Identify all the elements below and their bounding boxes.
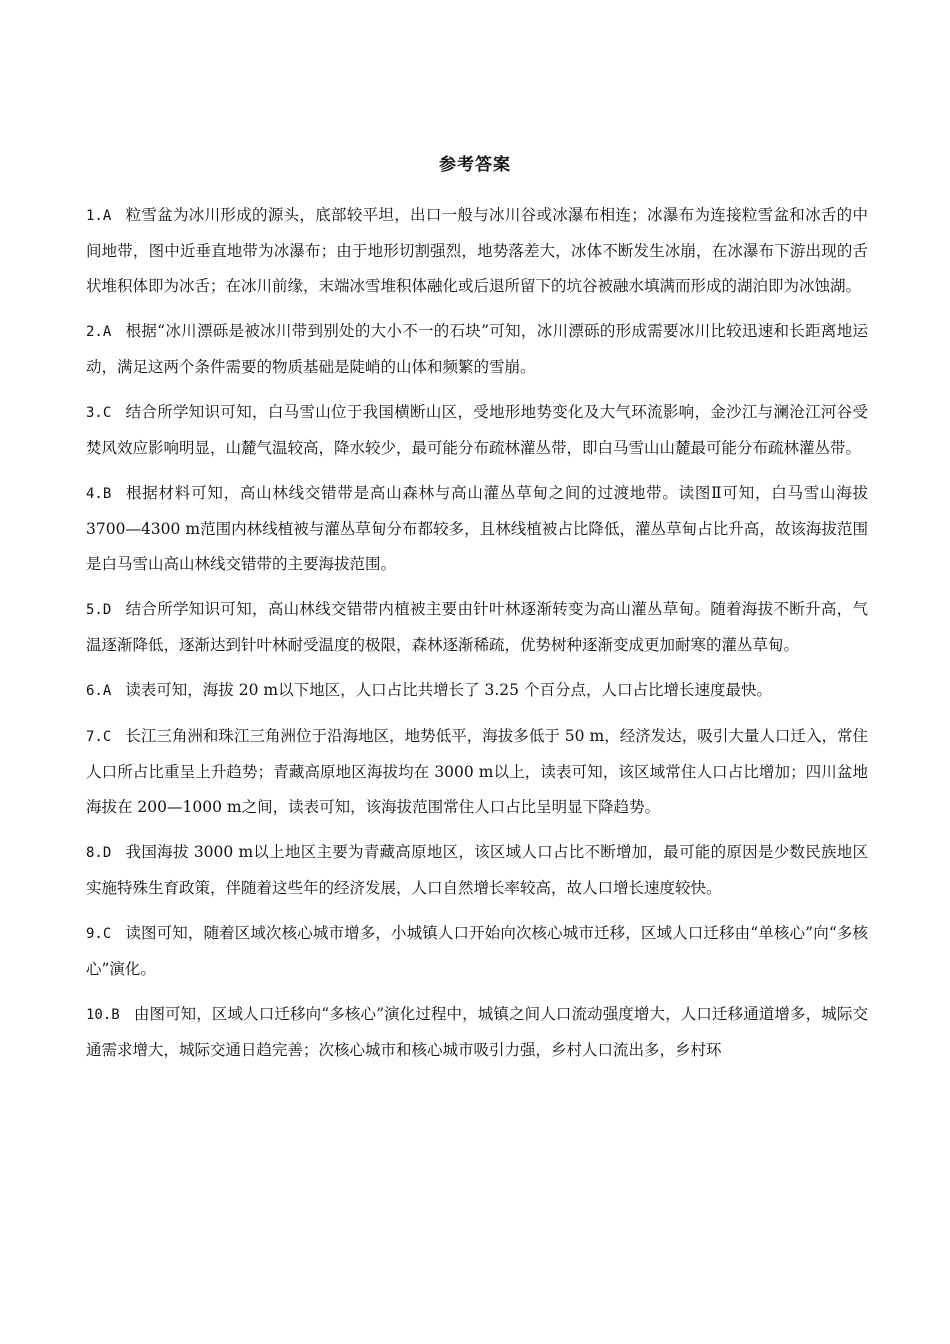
answer-number: 3. — [86, 405, 103, 421]
answer-item — [86, 673, 868, 709]
answer-number: 4. — [86, 486, 103, 502]
answer-choice: A — [102, 683, 112, 699]
answer-choice: C — [102, 926, 112, 942]
answer-choice: B — [102, 486, 112, 502]
answer-item — [86, 916, 868, 987]
answer-explanation: 读表可知，海拔 20 m以下地区，人口占比共增长了 3.25 个百分点，人口占比增长速度最快。 — [125, 681, 772, 699]
answer-item — [86, 314, 868, 385]
answer-item — [86, 719, 868, 825]
answer-explanation: 由图可知，区域人口迁移向“多核心”演化过程中，城镇之间人口流动强度增大，人口迁移通道增多，城际交通需求增大，城际交通日趋完善；次核心城市和核心城市吸引力强，乡村人口流出多，乡村环 — [86, 1005, 868, 1059]
answer-item — [86, 835, 868, 906]
answer-choice: A — [102, 208, 112, 224]
answer-explanation: 结合所学知识可知，白马雪山位于我国横断山区，受地形地势变化及大气环流影响，金沙江与澜沧江河谷受焚风效应影响明显，山麓气温较高，降水较少，最可能分布疏林灌丛带，即白马雪山山麓最可能分布疏林灌丛带。 — [86, 403, 868, 457]
answer-item — [86, 476, 868, 582]
answer-number: 5. — [86, 602, 103, 618]
answer-list — [86, 198, 868, 1078]
answer-explanation: 长江三角洲和珠江三角洲位于沿海地区，地势低平，海拔多低于 50 m，经济发达，吸引大量人口迁入，常住人口所占比重呈上升趋势；青藏高原地区海拔均在 3000 m以上，读表可知，该区域常住人口占比增加；四川盆地海拔在 200—1000 m之间，读表可知，该海拔范围常住人口占比呈明显下降趋势。 — [86, 727, 868, 816]
answer-explanation: 我国海拔 3000 m以上地区主要为青藏高原地区，该区域人口占比不断增加，最可能的原因是少数民族地区实施特殊生育政策，伴随着这些年的经济发展，人口自然增长率较高，故人口增长速度较快。 — [86, 843, 868, 897]
answer-number: 8. — [86, 845, 103, 861]
answer-choice: B — [111, 1007, 120, 1023]
answer-number: 2. — [86, 324, 103, 340]
answer-explanation: 结合所学知识可知，高山林线交错带内植被主要由针叶林逐渐转变为高山灌丛草甸。随着海拔不断升高，气温逐渐降低，逐渐达到针叶林耐受温度的极限，森林逐渐稀疏，优势树种逐渐变成更加耐寒的灌丛草甸。 — [86, 600, 868, 654]
answer-choice: A — [102, 324, 112, 340]
answer-item — [86, 395, 868, 466]
answer-number: 9. — [86, 926, 103, 942]
answer-number: 1. — [86, 208, 103, 224]
answer-explanation: 读图可知，随着区域次核心城市增多，小城镇人口开始向次核心城市迁移，区域人口迁移由“单核心”向“多核心”演化。 — [86, 924, 868, 978]
answer-explanation: 根据材料可知，高山林线交错带是高山森林与高山灌丛草甸之间的过渡地带。读图Ⅱ可知，白马雪山海拔 3700—4300 m范围内林线植被与灌丛草甸分布都较多，且林线植被占比降低，灌丛草甸占比升高，故该海拔范围是白马雪山高山林线交错带的主要海拔范围。 — [86, 484, 868, 573]
answer-choice: D — [102, 602, 112, 618]
answer-choice: D — [102, 845, 112, 861]
answer-explanation: 根据“冰川漂砾是被冰川带到别处的大小不一的石块”可知，冰川漂砾的形成需要冰川比较迅速和长距离地运动，满足这两个条件需要的物质基础是陡峭的山体和频繁的雪崩。 — [86, 322, 868, 376]
answer-number: 7. — [86, 729, 103, 745]
answer-number: 10. — [86, 1007, 112, 1023]
page-title: 参考答案 — [439, 155, 511, 175]
answer-item — [86, 997, 868, 1068]
answer-number: 6. — [86, 683, 103, 699]
answer-choice: C — [102, 405, 112, 421]
answer-explanation: 粒雪盆为冰川形成的源头，底部较平坦，出口一般与冰川谷或冰瀑布相连；冰瀑布为连接粒雪盆和冰舌的中间地带，图中近垂直地带为冰瀑布；由于地形切割强烈，地势落差大，冰体不断发生冰崩，在冰瀑布下游出现的舌状堆积体即为冰舌；在冰川前缘，末端冰雪堆积体融化或后退所留下的坑谷被融水填满而形成的湖泊即为冰蚀湖。 — [86, 206, 868, 295]
answer-item — [86, 592, 868, 663]
answer-item — [86, 198, 868, 304]
answer-choice: C — [102, 729, 112, 745]
